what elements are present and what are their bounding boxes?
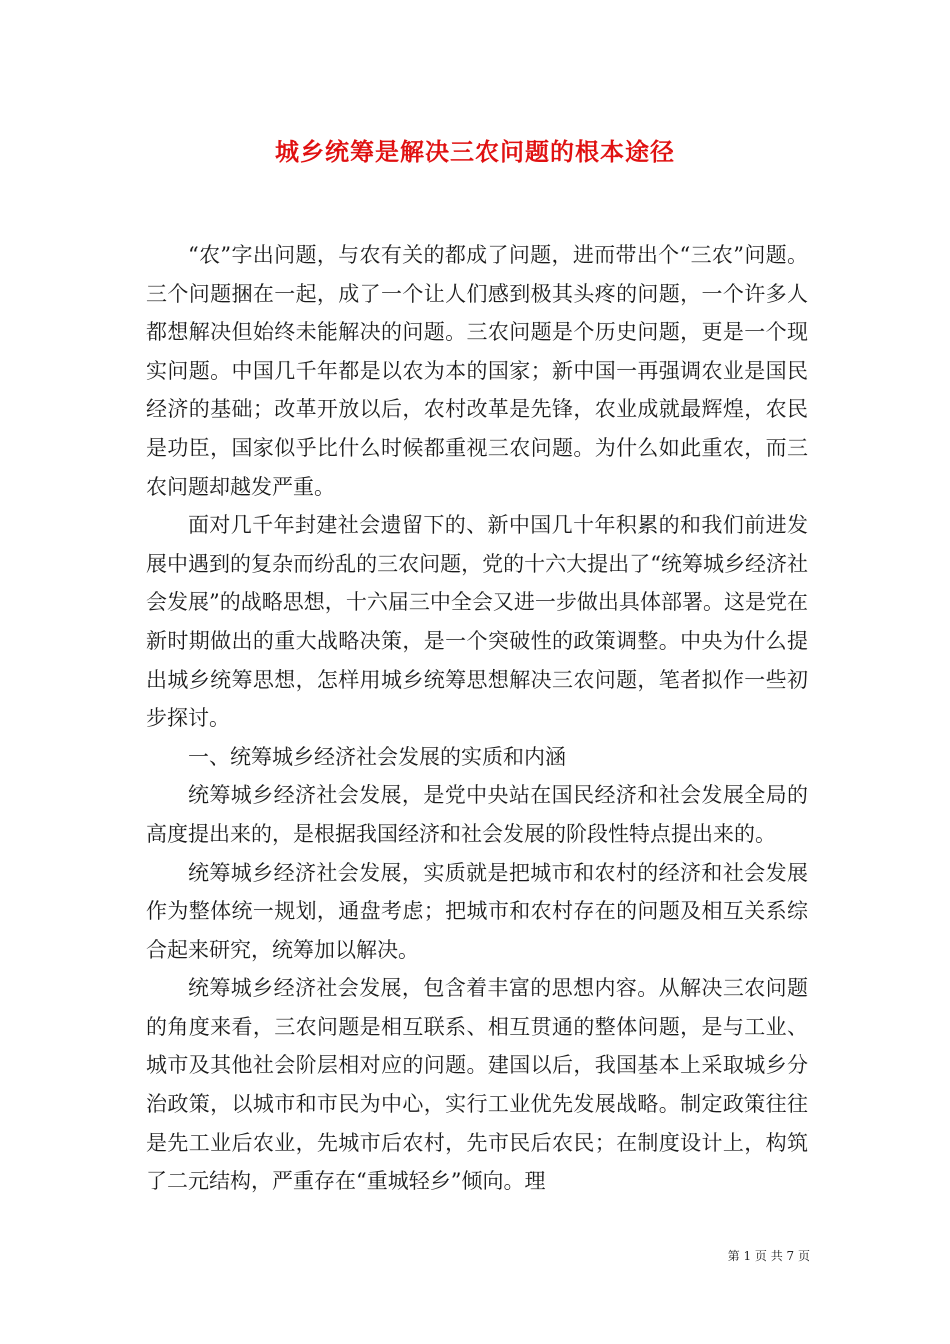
paragraph-1: “农”字出问题，与农有关的都成了问题，进而带出个“三农”问题。三个问题捆在一起，成了一个让人们感到极其头疼的问题，一个许多人都想解决但始终未能解决的问题。三农问题是个历史问题，更是一个现实问题。中国几千年都是以农为本的国家；新中国一再强调农业是国民经济的基础；改革开放以后，农村改革是先锋，农业成就最辉煌，农民是功臣，国家似乎比什么时候都重视三农问题。为什么如此重农，而三农问题却越发严重。 bbox=[146, 243, 808, 499]
section-heading-1: 一、统筹城乡经济社会发展的实质和内涵 bbox=[188, 744, 566, 769]
document-title: 城乡统筹是解决三农问题的根本途径 bbox=[275, 137, 675, 166]
document-body bbox=[146, 236, 808, 1201]
paragraph-3: 统筹城乡经济社会发展，是党中央站在国民经济和社会发展全局的高度提出来的，是根据我国经济和社会发展的阶段性特点提出来的。 bbox=[146, 783, 808, 846]
paragraph-4: 统筹城乡经济社会发展，实质就是把城市和农村的经济和社会发展作为整体统一规划，通盘考虑；把城市和农村存在的问题及相互关系综合起来研究，统筹加以解决。 bbox=[146, 860, 808, 962]
paragraph-2: 面对几千年封建社会遗留下的、新中国几十年积累的和我们前进发展中遇到的复杂而纷乱的三农问题，党的十六大提出了“统筹城乡经济社会发展”的战略思想，十六届三中全会又进一步做出具体部署。这是党在新时期做出的重大战略决策，是一个突破性的政策调整。中央为什么提出城乡统筹思想，怎样用城乡统筹思想解决三农问题，笔者拟作一些初步探讨。 bbox=[146, 513, 808, 731]
paragraph-5: 统筹城乡经济社会发展，包含着丰富的思想内容。从解决三农问题的角度来看，三农问题是相互联系、相互贯通的整体问题，是与工业、城市及其他社会阶层相对应的问题。建国以后，我国基本上采取城乡分治政策，以城市和市民为中心，实行工业优先发展战略。制定政策往往是先工业后农业，先城市后农村，先市民后农民；在制度设计上，构筑了二元结构，严重存在“重城轻乡”倾向。理 bbox=[146, 976, 808, 1194]
page-number-footer: 第 1 页 共 7 页 bbox=[727, 1249, 810, 1263]
